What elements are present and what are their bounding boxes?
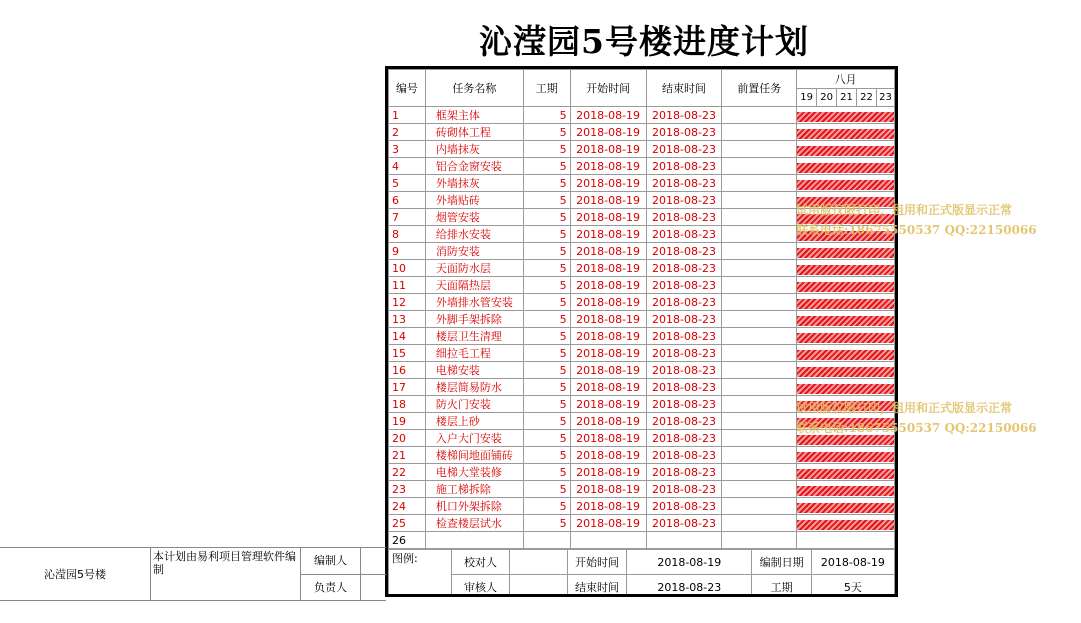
task-end: 2018-08-23 — [646, 175, 722, 192]
task-end: 2018-08-23 — [646, 311, 722, 328]
table-row-empty — [389, 532, 895, 549]
task-start: 2018-08-19 — [570, 277, 646, 294]
task-id: 7 — [389, 209, 426, 226]
task-predecessor — [722, 226, 797, 243]
reviewer-label: 审核人 — [451, 575, 510, 598]
task-name: 检查楼层试水 — [425, 515, 523, 532]
gantt-cell — [797, 498, 895, 515]
col-header-duration: 工期 — [523, 70, 570, 107]
task-predecessor — [722, 141, 797, 158]
gantt-bar — [797, 265, 894, 275]
gantt-cell — [797, 311, 895, 328]
table-row — [389, 311, 895, 328]
task-end: 2018-08-23 — [646, 158, 722, 175]
gantt-bar — [797, 503, 894, 513]
task-duration: 5 — [523, 345, 570, 362]
task-predecessor — [722, 260, 797, 277]
table-row — [389, 243, 895, 260]
task-start: 2018-08-19 — [570, 481, 646, 498]
task-start: 2018-08-19 — [570, 447, 646, 464]
task-predecessor — [722, 430, 797, 447]
task-duration: 5 — [523, 260, 570, 277]
signature-labels — [300, 548, 360, 600]
task-start: 2018-08-19 — [570, 328, 646, 345]
table-row — [389, 515, 895, 532]
task-end: 2018-08-23 — [646, 294, 722, 311]
task-predecessor — [722, 345, 797, 362]
col-header-end: 结束时间 — [646, 70, 722, 107]
table-row — [389, 175, 895, 192]
task-name: 给排水安装 — [425, 226, 523, 243]
gantt-cell — [797, 141, 895, 158]
gantt-cell — [797, 464, 895, 481]
task-start: 2018-08-19 — [570, 515, 646, 532]
gantt-bar — [797, 146, 894, 156]
task-end: 2018-08-23 — [646, 209, 722, 226]
gantt-cell — [797, 277, 895, 294]
table-row — [389, 158, 895, 175]
table-row — [389, 481, 895, 498]
task-name: 外墙贴砖 — [425, 192, 523, 209]
task-end: 2018-08-23 — [646, 192, 722, 209]
task-predecessor — [722, 362, 797, 379]
table-row — [389, 328, 895, 345]
task-id: 21 — [389, 447, 426, 464]
task-name: 天面防水层 — [425, 260, 523, 277]
task-duration: 5 — [523, 362, 570, 379]
watermark-line2: 联系电话:18675550537 QQ:22150066 — [796, 421, 1037, 435]
task-start: 2018-08-19 — [570, 430, 646, 447]
checker-label: 校对人 — [451, 550, 510, 575]
task-id: 15 — [389, 345, 426, 362]
task-duration: 5 — [523, 498, 570, 515]
task-name: 内墙抹灰 — [425, 141, 523, 158]
gantt-bar — [797, 282, 894, 292]
gantt-cell — [797, 243, 895, 260]
checker-value — [510, 550, 567, 575]
task-duration: 5 — [523, 413, 570, 430]
task-duration: 5 — [523, 158, 570, 175]
table-row — [389, 498, 895, 515]
task-id: 24 — [389, 498, 426, 515]
schedule-table-frame — [385, 66, 898, 597]
task-name: 外墙抹灰 — [425, 175, 523, 192]
gantt-cell — [797, 175, 895, 192]
task-name: 消防安装 — [425, 243, 523, 260]
task-id: 5 — [389, 175, 426, 192]
task-id: 22 — [389, 464, 426, 481]
task-end: 2018-08-23 — [646, 362, 722, 379]
task-predecessor — [722, 447, 797, 464]
compile-date-label: 编制日期 — [752, 550, 811, 575]
table-row — [389, 124, 895, 141]
task-duration: 5 — [523, 379, 570, 396]
task-id: 23 — [389, 481, 426, 498]
task-id: 18 — [389, 396, 426, 413]
task-id: 25 — [389, 515, 426, 532]
task-id: 20 — [389, 430, 426, 447]
task-end: 2018-08-23 — [646, 260, 722, 277]
task-predecessor — [722, 311, 797, 328]
table-row — [389, 260, 895, 277]
table-row — [389, 141, 895, 158]
software-note: 本计划由易利项目管理软件编制 — [150, 548, 300, 600]
gantt-bar — [797, 452, 894, 462]
footer-table — [388, 549, 895, 597]
compiler-label: 编制人 — [301, 548, 360, 575]
task-name: 砖砌体工程 — [425, 124, 523, 141]
task-id: 11 — [389, 277, 426, 294]
task-id: 12 — [389, 294, 426, 311]
gantt-cell — [797, 345, 895, 362]
table-row — [389, 362, 895, 379]
task-predecessor — [722, 498, 797, 515]
gantt-bar — [797, 520, 894, 530]
task-id: 1 — [389, 107, 426, 124]
task-name: 细拉毛工程 — [425, 345, 523, 362]
task-name: 外脚手架拆除 — [425, 311, 523, 328]
task-name: 楼层上砂 — [425, 413, 523, 430]
signature-panel — [0, 547, 386, 601]
task-predecessor — [722, 192, 797, 209]
task-start: 2018-08-19 — [570, 379, 646, 396]
task-name: 烟管安装 — [425, 209, 523, 226]
page-title: 沁滢园5号楼进度计划 — [479, 22, 809, 61]
task-end: 2018-08-23 — [646, 447, 722, 464]
task-predecessor — [722, 277, 797, 294]
task-start: 2018-08-19 — [570, 175, 646, 192]
task-end: 2018-08-23 — [646, 107, 722, 124]
task-start: 2018-08-19 — [570, 260, 646, 277]
task-duration: 5 — [523, 447, 570, 464]
task-start: 2018-08-19 — [570, 396, 646, 413]
task-id: 9 — [389, 243, 426, 260]
task-end: 2018-08-23 — [646, 396, 722, 413]
task-duration: 5 — [523, 396, 570, 413]
task-id: 26 — [389, 532, 426, 549]
gantt-bar — [797, 129, 894, 139]
task-predecessor — [722, 243, 797, 260]
task-duration: 5 — [523, 107, 570, 124]
task-start: 2018-08-19 — [570, 124, 646, 141]
task-end: 2018-08-23 — [646, 413, 722, 430]
task-id: 8 — [389, 226, 426, 243]
task-start: 2018-08-19 — [570, 345, 646, 362]
task-start: 2018-08-19 — [570, 158, 646, 175]
task-end: 2018-08-23 — [646, 243, 722, 260]
task-start: 2018-08-19 — [570, 226, 646, 243]
task-start: 2018-08-19 — [570, 294, 646, 311]
task-duration: 5 — [523, 464, 570, 481]
gantt-cell — [797, 260, 895, 277]
gantt-cell — [797, 447, 895, 464]
start-time-value: 2018-08-19 — [627, 550, 752, 575]
task-name: 防火门安装 — [425, 396, 523, 413]
task-duration: 5 — [523, 226, 570, 243]
gantt-bar — [797, 333, 894, 343]
gantt-day-header: 20 — [817, 88, 837, 107]
task-end: 2018-08-23 — [646, 277, 722, 294]
col-header-predecessor: 前置任务 — [722, 70, 797, 107]
task-duration: 5 — [523, 175, 570, 192]
watermark-line1: 试用版仅限打印，租用和正式版显示正常 — [796, 203, 1013, 217]
task-predecessor — [722, 175, 797, 192]
gantt-bar — [797, 486, 894, 496]
gantt-cell — [797, 124, 895, 141]
task-predecessor — [722, 396, 797, 413]
table-row — [389, 345, 895, 362]
task-predecessor — [722, 124, 797, 141]
task-name: 天面隔热层 — [425, 277, 523, 294]
task-predecessor — [722, 379, 797, 396]
gantt-day-header: 23 — [876, 88, 894, 107]
table-row — [389, 447, 895, 464]
signature-values — [360, 548, 386, 600]
task-end: 2018-08-23 — [646, 141, 722, 158]
task-start: 2018-08-19 — [570, 311, 646, 328]
task-end: 2018-08-23 — [646, 498, 722, 515]
gantt-cell — [797, 107, 895, 124]
task-predecessor — [722, 413, 797, 430]
task-start: 2018-08-19 — [570, 107, 646, 124]
task-end: 2018-08-23 — [646, 481, 722, 498]
task-id: 6 — [389, 192, 426, 209]
task-end: 2018-08-23 — [646, 124, 722, 141]
task-start: 2018-08-19 — [570, 141, 646, 158]
gantt-bar — [797, 248, 894, 258]
table-row — [389, 277, 895, 294]
task-predecessor — [722, 158, 797, 175]
watermark-bottom — [796, 398, 1037, 438]
project-name: 沁滢园5号楼 — [44, 568, 106, 581]
schedule-table — [388, 69, 895, 549]
table-row — [389, 379, 895, 396]
task-end: 2018-08-23 — [646, 345, 722, 362]
task-end: 2018-08-23 — [646, 379, 722, 396]
col-header-name: 任务名称 — [425, 70, 523, 107]
task-start: 2018-08-19 — [570, 192, 646, 209]
start-time-label: 开始时间 — [567, 550, 626, 575]
task-id: 19 — [389, 413, 426, 430]
task-end: 2018-08-23 — [646, 226, 722, 243]
task-name: 铝合金窗安装 — [425, 158, 523, 175]
task-name: 外墙排水管安装 — [425, 294, 523, 311]
task-id: 17 — [389, 379, 426, 396]
task-start: 2018-08-19 — [570, 362, 646, 379]
task-predecessor — [722, 481, 797, 498]
task-predecessor — [722, 209, 797, 226]
gantt-bar — [797, 316, 894, 326]
task-predecessor — [722, 294, 797, 311]
task-duration: 5 — [523, 481, 570, 498]
task-start: 2018-08-19 — [570, 413, 646, 430]
gantt-cell — [797, 158, 895, 175]
gantt-cell — [797, 362, 895, 379]
compile-date-value: 2018-08-19 — [811, 550, 894, 575]
task-predecessor — [722, 515, 797, 532]
task-duration: 5 — [523, 515, 570, 532]
gantt-cell — [797, 481, 895, 498]
gantt-cell — [797, 294, 895, 311]
task-duration: 5 — [523, 277, 570, 294]
task-id: 14 — [389, 328, 426, 345]
gantt-bar — [797, 384, 894, 394]
task-name: 入户大门安装 — [425, 430, 523, 447]
gantt-cell — [797, 328, 895, 345]
watermark-line2: 联系电话:18675550537 QQ:22150066 — [796, 223, 1037, 237]
gantt-day-header: 21 — [837, 88, 857, 107]
task-id: 4 — [389, 158, 426, 175]
task-start: 2018-08-19 — [570, 243, 646, 260]
task-start: 2018-08-19 — [570, 498, 646, 515]
watermark-top — [796, 200, 1037, 240]
duration-label: 工期 — [752, 575, 811, 598]
col-header-id: 编号 — [389, 70, 426, 107]
task-duration: 5 — [523, 311, 570, 328]
task-duration: 5 — [523, 141, 570, 158]
task-predecessor — [722, 107, 797, 124]
gantt-cell — [797, 379, 895, 396]
gantt-bar — [797, 163, 894, 173]
task-end: 2018-08-23 — [646, 464, 722, 481]
task-name: 电梯安装 — [425, 362, 523, 379]
duration-value: 5天 — [811, 575, 894, 598]
gantt-bar — [797, 367, 894, 377]
task-predecessor — [722, 464, 797, 481]
table-row — [389, 294, 895, 311]
task-id: 10 — [389, 260, 426, 277]
task-name: 电梯大堂装修 — [425, 464, 523, 481]
gantt-month-header: 八月 — [797, 70, 895, 89]
end-time-value: 2018-08-23 — [627, 575, 752, 598]
task-duration: 5 — [523, 243, 570, 260]
task-id: 13 — [389, 311, 426, 328]
gantt-day-header: 19 — [797, 88, 817, 107]
task-predecessor — [722, 328, 797, 345]
watermark-line1: 试用版仅限打印，租用和正式版显示正常 — [796, 401, 1013, 415]
task-name: 楼层简易防水 — [425, 379, 523, 396]
task-duration: 5 — [523, 328, 570, 345]
task-duration: 5 — [523, 124, 570, 141]
task-end: 2018-08-23 — [646, 430, 722, 447]
task-start: 2018-08-19 — [570, 464, 646, 481]
gantt-bar — [797, 112, 894, 122]
task-name: 框架主体 — [425, 107, 523, 124]
gantt-bar — [797, 299, 894, 309]
gantt-bar — [797, 350, 894, 360]
task-name: 机口外架拆除 — [425, 498, 523, 515]
gantt-bar — [797, 469, 894, 479]
legend-label: 图例: — [389, 550, 452, 598]
end-time-label: 结束时间 — [567, 575, 626, 598]
owner-label: 负责人 — [314, 581, 347, 594]
task-end: 2018-08-23 — [646, 328, 722, 345]
task-name: 楼梯间地面铺砖 — [425, 447, 523, 464]
table-row — [389, 107, 895, 124]
task-start: 2018-08-19 — [570, 209, 646, 226]
task-end: 2018-08-23 — [646, 515, 722, 532]
gantt-cell — [797, 515, 895, 532]
table-row — [389, 464, 895, 481]
gantt-day-header: 22 — [857, 88, 877, 107]
task-id: 16 — [389, 362, 426, 379]
task-id: 2 — [389, 124, 426, 141]
task-duration: 5 — [523, 294, 570, 311]
task-id: 3 — [389, 141, 426, 158]
reviewer-value — [510, 575, 567, 598]
task-duration: 5 — [523, 430, 570, 447]
col-header-start: 开始时间 — [570, 70, 646, 107]
task-name: 楼层卫生清理 — [425, 328, 523, 345]
gantt-bar — [797, 180, 894, 190]
task-duration: 5 — [523, 192, 570, 209]
task-name: 施工梯拆除 — [425, 481, 523, 498]
task-duration: 5 — [523, 209, 570, 226]
